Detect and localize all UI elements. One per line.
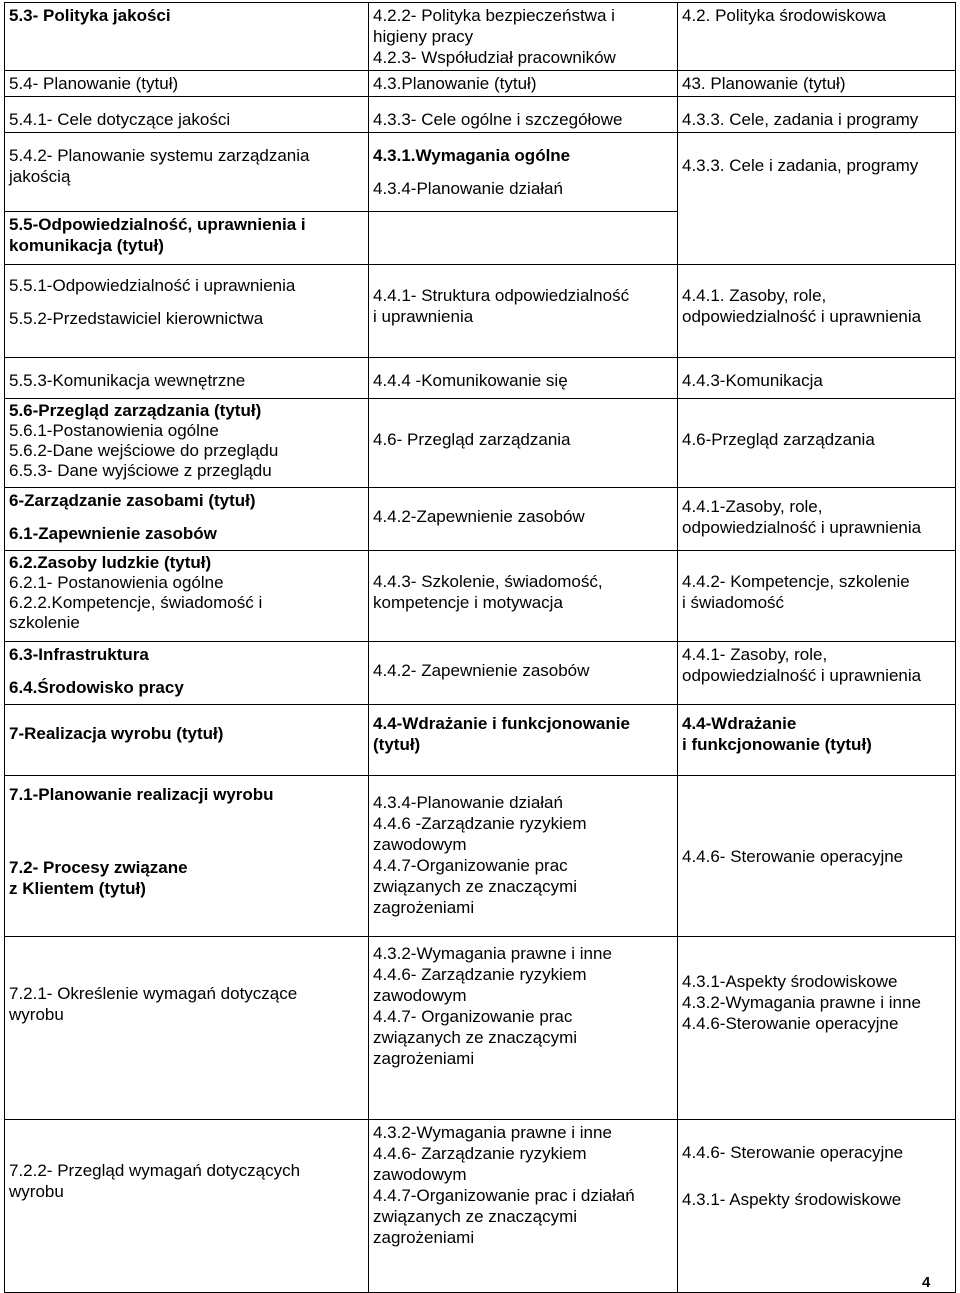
cell-text: 4.4.7- Organizowanie prac [373,1007,573,1026]
table-cell [5,1120,369,1293]
table-cell [5,3,369,71]
cell-text: 4.4.7-Organizowanie prac i działań [373,1186,635,1205]
table-cell [369,3,678,71]
cell-text: 4.2. Polityka środowiskowa [682,6,887,25]
cell-text: 5.4.1- Cele dotyczące jakości [9,110,231,129]
table-row [5,3,956,71]
table-cell [369,488,678,551]
table-row [5,705,956,776]
cell-text: 4.4.1. Zasoby, role, [682,286,827,305]
cell-text: 4.4.3-Komunikacja [682,371,823,390]
table-row [5,358,956,399]
cell-text: zawodowym [373,1165,467,1184]
cell-text: 4.3.4-Planowanie działań [373,793,563,812]
cell-text: szkolenie [9,613,80,632]
cell-text: 4.3.3. Cele, zadania i programy [682,110,919,129]
table-cell [5,642,369,705]
table-row [5,71,956,97]
cell-text: 4.4.2-Zapewnienie zasobów [373,507,585,526]
table-cell [369,71,678,97]
table-cell [678,97,956,133]
cell-text: zagrożeniami [373,1228,475,1247]
table-cell [369,399,678,488]
cell-text: 5.5.2-Przedstawiciel kierownictwa [9,309,264,328]
table-cell [678,705,956,776]
table-cell [369,358,678,399]
cell-text: 4.6-Przegląd zarządzania [682,430,875,449]
cell-text: 6.4.Środowisko pracy [9,678,184,697]
table-cell [678,937,956,1120]
cell-text: 4.4.2- Zapewnienie zasobów [373,661,590,680]
cell-text: 7.2- Procesy związane [9,858,188,877]
table-row [5,551,956,642]
table-cell [369,265,678,358]
table-cell [678,642,956,705]
cell-text: 6.3-Infrastruktura [9,645,149,664]
cell-text: komunikacja (tytuł) [9,236,164,255]
cell-text: 4.3.2-Wymagania prawne i inne [373,1123,612,1142]
cell-text: 43. Planowanie (tytuł) [682,74,846,93]
cell-text: 4.3.4-Planowanie działań [373,179,563,198]
cell-text: 7-Realizacja wyrobu (tytuł) [9,724,224,743]
cell-text: 6.2.Zasoby ludzkie (tytuł) [9,553,212,572]
table-cell [5,776,369,937]
table-cell [5,212,369,265]
cell-text: 4.4.6- Zarządzanie ryzykiem [373,965,587,984]
cell-text: odpowiedzialność i uprawnienia [682,518,922,537]
cell-text: 4.3.2-Wymagania prawne i inne [373,944,612,963]
table-row [5,265,956,358]
cell-text: 5.5.1-Odpowiedzialność i uprawnienia [9,276,296,295]
table-cell [369,97,678,133]
cell-text: odpowiedzialność i uprawnienia [682,307,922,326]
cell-text: 4.3.2-Wymagania prawne i inne [682,993,921,1012]
table-cell [5,551,369,642]
cell-text: zawodowym [373,986,467,1005]
table-cell [678,71,956,97]
table-cell [678,399,956,488]
cell-text: związanych ze znaczącymi [373,1028,578,1047]
cell-text: z Klientem (tytuł) [9,879,146,898]
cell-text: 5.5.3-Komunikacja wewnętrzne [9,371,246,390]
table-cell [678,3,956,71]
cell-text: kompetencje i motywacja [373,593,563,612]
cell-text: 5.6.1-Postanowienia ogólne [9,421,219,440]
standards-comparison-table [4,2,956,1293]
cell-text: 4.4.1- Zasoby, role, [682,645,828,664]
cell-text: zagrożeniami [373,898,475,917]
cell-text: 4.4.3- Szkolenie, świadomość, [373,572,603,591]
table-cell [5,97,369,133]
table-row [5,133,956,212]
cell-text: 4.4-Wdrażanie [682,714,797,733]
cell-text: 4.4.1-Zasoby, role, [682,497,823,516]
cell-text: 4.2.2- Polityka bezpieczeństwa i [373,6,615,25]
cell-text: 7.1-Planowanie realizacji wyrobu [9,785,274,804]
table-row [5,937,956,1120]
cell-text: 7.2.1- Określenie wymagań dotyczące [9,984,298,1003]
cell-text: 4.3.1.Wymagania ogólne [373,146,571,165]
cell-text: wyrobu [9,1182,64,1201]
table-row [5,776,956,937]
cell-text: 6.1-Zapewnienie zasobów [9,524,217,543]
cell-text: 4.3.1- Aspekty środowiskowe [682,1190,902,1209]
cell-text: 6.2.2.Kompetencje, świadomość i [9,593,263,612]
cell-text: 4.3.1-Aspekty środowiskowe [682,972,898,991]
cell-text: 4.4.6- Sterowanie operacyjne [682,847,904,866]
table-cell [5,705,369,776]
cell-text: związanych ze znaczącymi [373,877,578,896]
cell-text: 5.4- Planowanie (tytuł) [9,74,179,93]
table-cell [678,551,956,642]
cell-text: odpowiedzialność i uprawnienia [682,666,922,685]
table-cell [369,133,678,212]
cell-text: 4.4.6-Sterowanie operacyjne [682,1014,899,1033]
table-cell [678,776,956,937]
table-cell [5,133,369,212]
table-cell [5,71,369,97]
cell-text: i funkcjonowanie (tytuł) [682,735,872,754]
table-cell [678,1120,956,1293]
cell-text: 5.5-Odpowiedzialność, uprawnienia i [9,215,306,234]
cell-text: i świadomość [682,593,785,612]
table-row [5,488,956,551]
cell-text: 5.6.2-Dane wejściowe do przeglądu [9,441,279,460]
cell-text: 4.4.1- Struktura odpowiedzialność [373,286,630,305]
cell-text: 4.4-Wdrażanie i funkcjonowanie [373,714,630,733]
cell-text: 5.6-Przegląd zarządzania (tytuł) [9,401,262,420]
cell-text: 4.3.3. Cele i zadania, programy [682,156,919,175]
cell-text: zagrożeniami [373,1049,475,1068]
table-row [5,642,956,705]
cell-text: 5.4.2- Planowanie systemu zarządzania [9,146,310,165]
table-row [5,1120,956,1293]
table-cell [369,642,678,705]
table-cell [678,133,956,265]
cell-text: 5.3- Polityka jakości [9,6,171,25]
cell-text: (tytuł) [373,735,421,754]
cell-text: 6-Zarządzanie zasobami (tytuł) [9,491,256,510]
cell-text: 4.2.3- Współudział pracowników [373,48,616,67]
cell-text: 4.6- Przegląd zarządzania [373,430,571,449]
table-row [5,97,956,133]
page-number: 4 [922,1274,931,1291]
table-cell [5,937,369,1120]
table-cell [678,265,956,358]
cell-text: 4.4.2- Kompetencje, szkolenie [682,572,910,591]
cell-text: 4.4.4 -Komunikowanie się [373,371,568,390]
cell-text: związanych ze znaczącymi [373,1207,578,1226]
table-cell [678,358,956,399]
cell-text: 4.4.6- Zarządzanie ryzykiem [373,1144,587,1163]
cell-text: 7.2.2- Przegląd wymagań dotyczących [9,1161,301,1180]
table-cell [678,488,956,551]
table-cell [369,212,678,265]
cell-text: 6.5.3- Dane wyjściowe z przeglądu [9,461,272,480]
table-cell [369,551,678,642]
table-cell [369,705,678,776]
cell-text: 4.4.6 -Zarządzanie ryzykiem [373,814,587,833]
table-cell [369,776,678,937]
cell-text: i uprawnienia [373,307,474,326]
cell-text: higieny pracy [373,27,474,46]
cell-text: 4.4.7-Organizowanie prac [373,856,568,875]
cell-text: 4.4.6- Sterowanie operacyjne [682,1143,904,1162]
table-cell [5,265,369,358]
cell-text: 6.2.1- Postanowienia ogólne [9,573,224,592]
table-cell [369,1120,678,1293]
cell-text: 4.3.3- Cele ogólne i szczegółowe [373,110,623,129]
table-cell [5,399,369,488]
cell-text: zawodowym [373,835,467,854]
table-cell [5,358,369,399]
cell-text: wyrobu [9,1005,64,1024]
cell-text: jakością [9,167,71,186]
table-cell [369,937,678,1120]
table-row [5,399,956,488]
cell-text: 4.3.Planowanie (tytuł) [373,74,537,93]
table-cell [5,488,369,551]
